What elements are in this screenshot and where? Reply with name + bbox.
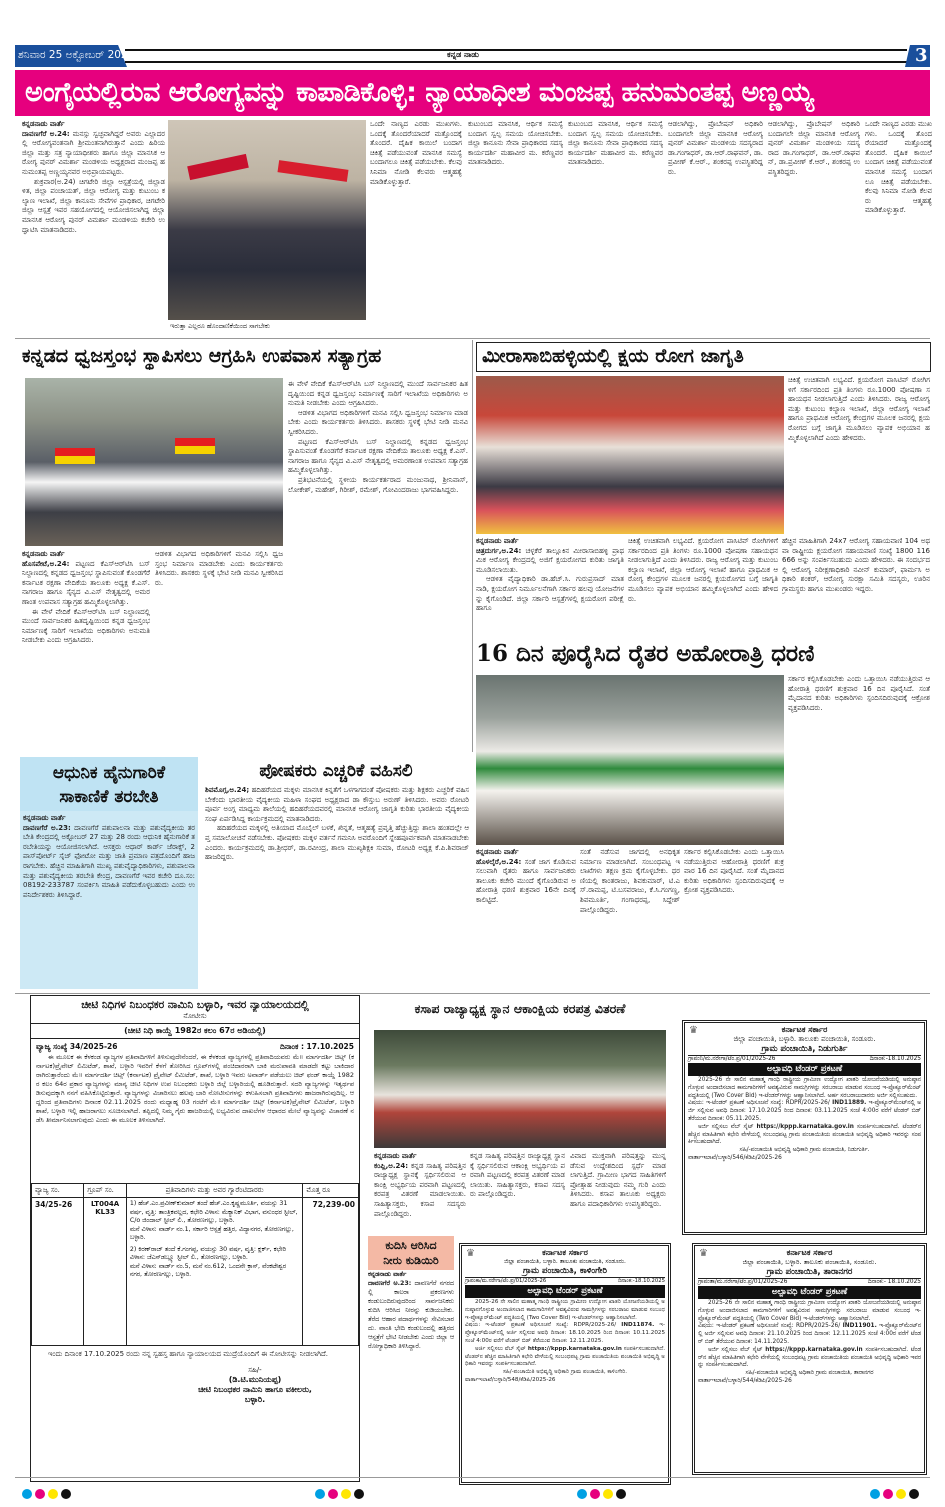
registration-dot [590,1489,600,1499]
flag-body-2: ಈ ವೇಳೆ ವೇದಿಕೆ ಕೆಎಸ್ಆರ್‌ಟಿಸಿ ಬಸ್ ನಿಲ್ದಾಣದಲ್ಲಿ ಮುಂದೆ ಸಾರ್ವಜನಿಕರ ಹಿತದೃಷ್ಟಿಯಿಂದ ಕನ್ನಡ ಧ್ವಜಸ್ತಂಭ ನಿರ್ಮಾಣಕ್ಕೆ ಸಾರಿಗೆ ಇಲಾಖೆಯ ಅಧಿಕಾರಿಗಳು ಅನುಮತಿ ನೀಡಬೇಕು ಎಂದು ಆಗ್ರಹಿಸಿದರು. [22,607,150,645]
court-case: 34/25-26 [32,1198,84,1346]
tender-govt: ಕರ್ನಾಟಕ ಸರ್ಕಾರ [786,1248,833,1257]
lead-photo-caption: ಇರುತ್ತಾ ಎಲ್ಲರೂ ಹೊಂದಾಣಿಕೆಯಿಂದ ಸಾಗಬೇಕು [170,322,270,330]
court-th: ವ್ಯಾಜ್ಯ ಸಂ. [32,1184,84,1198]
water-headline-2: ನೀರು ಕುಡಿಯಿರಿ [383,1254,439,1267]
court-subtitle: ನೋಟೀಸು [183,1012,207,1020]
karnataka-emblem-icon: ♛ [699,1248,708,1259]
court-title: ಚೀಟಿ ನಿಧಿಗಳ ನಿಬಂಧಕರ ನಾಮಿನಿ ಬಳ್ಳಾರಿ, ಇವರ ನ್ಯಾಯಾಲಯದಲ್ಲಿ [81,999,309,1011]
farmer-col-1 [476,848,576,998]
masthead [15,45,930,67]
flag-body-3b: ಆಡಳಿತ ವಿಭಾಗದ ಅಧಿಕಾರಿಗಳಿಗೆ ಮನವಿ ಸಲ್ಲಿಸಿ ಧ್ವಜಸ್ತಂಭ ನಿರ್ಮಾಣ ಮಾಡಬೇಕು ಎಂದು ಕಾರ್ಯಕರ್ತರು ತಿಳಿಸಿದರು. ಶಾಸಕರು ಸ್ಥಳಕ್ಕೆ ಭೇಟಿ ನೀಡಿ ಮನವಿ ಸ್ವೀಕರಿಸಿದರು. [288,408,468,436]
tb-body-2: ಆಡಳಿತ ವೈದ್ಯಾಧಿಕಾರಿ ಡಾ.ಹೆಚ್.ಸಿ. ಗುರುಪ್ರಸಾದ್ ಮಾತನಾಡಿ, ಕ್ಷಯರೋಗ ನಿರ್ಮೂಲನೆಗಾಗಿ ಸರ್ಕಾರ ಹಲವು ಯೋಜನೆಗಳನ್ನು ಕೈಗೊಂಡಿದೆ. ಜಿಲ್ಲಾ ಸರ್ಕಾರಿ ಆಸ್ಪತ್ರೆಗಳಲ್ಲಿ ಕ್ಷಯರೋಗ ಪರೀಕ್ಷೆ ಹಾಗೂ [476,575,624,613]
dairy-body: ದಾವಣಗೆರೆ ಪಶುಪಾಲನಾ ಮತ್ತು ಪಶುವೈದ್ಯಕೀಯ ತರಬೇತಿ ಕೇಂದ್ರದಲ್ಲಿ ಅಕ್ಟೋಬರ್ 27 ಮತ್ತು 28 ರಂದು ಆಧುನಿಕ ಹೈನುಗಾರಿಕೆ ತರಬೇತಿಯನ್ನು ಆಯೋಜಿಸಲಾಗಿದೆ. ಆಸಕ್ತರು ಆಧಾರ್ ಕಾರ್ಡ್ ಜೆರಾಕ್ಸ್, 2 ಪಾಸ್‌ಪೋರ್ಟ್ ಸೈಜ್ ಫೋಟೋ ಮತ್ತು ಜಾತಿ ಪ್ರಮಾಣ ಪತ್ರದೊಂದಿಗೆ ಹಾಜರಾಗಬೇಕು. ಹೆಚ್ಚಿನ ಮಾಹಿತಿಗಾಗಿ ಮುಖ್ಯ ಪಶುವೈದ್ಯಾಧಿಕಾರಿಗಳು, ಪಶುಪಾಲನಾ ಮತ್ತು ಪಶುವೈದ್ಯಕೀಯ ತರಬೇತಿ ಕೇಂದ್ರ, ದಾವಣಗೆರೆ ಇವರ ಕಚೇರಿ ದೂ.ಸಂ: 08192-233787 ಸಂಪರ್ಕಿಸಿ ಮಾಹಿತಿ ಪಡೆದುಕೊಳ್ಳಬಹುದು ಎಂದು ಉಪನಿರ್ದೇಶಕರು ತಿಳಿಸಿದ್ದಾರೆ. [23,823,195,899]
farmer-headline: 16 ದಿನ ಪೂರೈಸಿದ ರೈತರ ಅಹೋರಾತ್ರಿ ಧರಣಿ [476,640,815,667]
parents-body-2: ಹದಿಹರೆಯದ ಮಕ್ಕಳಲ್ಲಿ ಅತಿಯಾದ ಮೊಬೈಲ್ ಬಳಕೆ, ಖಿನ್ನತೆ, ಆತ್ಮಹತ್ಯೆ ಪ್ರವೃತ್ತಿ ಹೆಚ್ಚುತ್ತಿದ್ದು ಶಾಲಾ ಹಂತದಲ್ಲೇ ಆಪ್ತ ಸಮಾಲೋಚನೆ ನಡೆಸಬೇಕು. ಪೋಷಕರು ಮಕ್ಕಳ ವರ್ತನೆ ಗಮನಿಸಿ ಅವರೊಂದಿಗೆ ಸ್ನೇಹಪೂರ್ವಕವಾಗಿ ಮಾತನಾಡಬೇಕು ಎಂದರು. ಕಾರ್ಯಕ್ರಮದಲ್ಲಿ ಡಾ.ಶ್ರೀಧರ್, ಡಾ.ರವೀಂದ್ರ, ಶಾಲಾ ಮುಖ್ಯಶಿಕ್ಷಕಿ ಸುಮಾ, ರೋಟರಿ ಅಧ್ಯಕ್ಷ ಕೆ.ಪಿ.ಶಿವರಾಜ್ ಹಾಜರಿದ್ದರು. [205,824,469,862]
farmer-dateline: ಹೊಳಲ್ಕೆರೆ,ಅ.24: [476,857,522,866]
tender-subject: ವಿಷಯ: ಇ-ಟೆಂಡರ್ ಪ್ರಕಟಣೆ ಅಧಿಸೂಚನೆ ಸಂಖ್ಯೆ: RDPR/2025-26/ [465,1322,617,1329]
kasapa-dateline: ಕಂಪ್ಲಿ,ಅ.24: [374,1161,409,1170]
registration-dot [603,1489,613,1499]
flag-col-1 [22,550,150,750]
tender-dept: ಜಿಲ್ಲಾ ಪಂಚಾಯಿತಿ, ಬಳ್ಳಾರಿ. ತಾಲೂಕು ಪಂಚಾಯಿತಿ, ಸಂಡೂರು. [742,1258,877,1266]
tender-footer: ವಾರ್ತಾಇಲಾಖೆ/ಬಳ್ಳಾರಿ/546/ಕೆಡಿಪಿ/2025-26 [688,1154,782,1161]
tender-dept: ಜಿಲ್ಲಾ ಪಂಚಾಯಿತಿ, ಬಳ್ಳಾರಿ. ತಾಲೂಕು ಪಂಚಾಯಿತಿ, ಸಂಡೂರು. [733,1035,876,1043]
registration-dots-center-right [577,1484,629,1503]
flag-byline: ಕನ್ನಡನಾಡು ವಾರ್ತೆ [22,550,65,558]
court-designation: ಚೀಟಿ ನಿಬಂಧಕರ ನಾಮಿನಿ ಹಾಗೂ ವಕೀಲರು, [198,1385,312,1394]
tb-col-1 [476,537,624,619]
kasapa-body-1: ಕನ್ನಡ ಸಾಹಿತ್ಯ ಪರಿಷತ್ತಿನ ರಾಜ್ಯಾಧ್ಯಕ್ಷ ಸ್ಥಾನಕ್ಕೆ ಸ್ಪರ್ಧಿಸಲಿರುವ ಆಕಾಂಕ್ಷಿ ಅಭ್ಯರ್ಥಿಯ ಪರವಾಗಿ ಪಟ್ಟಣದಲ್ಲಿ ಕರಪತ್ರ ವಿತರಣೆ ಮಾಡಲಾಯಿತು. ಸಾಹಿತ್ಯಾಸಕ್ತರು, ಕಸಾಪ ಸದಸ್ಯರು ಪಾಲ್ಗೊಂಡಿದ್ದರು. [374,1161,466,1218]
tender-url-link[interactable]: https://kppp.karnataka.gov.in [756,1123,854,1130]
tender-footer: ವಾರ್ತಾಇಲಾಖೆ/ಬಳ್ಳಾರಿ/544/ಕೆಡಿಪಿ/2025-26 [698,1377,792,1384]
dairy-text [20,811,198,989]
court-th: ಪ್ರತಿವಾದಿಗಳು ಮತ್ತು ಅವರ ಗ್ಯಾರೆಂಟಿದಾರರು [126,1184,303,1198]
tender-body [465,1298,665,1468]
court-case-no: ವ್ಯಾಜ್ಯ ಸಂಖ್ಯೆ 34/2025-26 [36,1042,118,1051]
tb-col-3: ಹೆಚ್ಚಿನ ಮಾಹಿತಿಗಾಗಿ 24x7 ಆರೋಗ್ಯ ಸಹಾಯವಾಣಿ 104 ಅಥವಾ ರಾಷ್ಟ್ರೀಯ ಕ್ಷಯರೋಗ ಸಹಾಯವಾಣಿ ಸಂಖ್ಯೆ 1800 116 666 ಅನ್ನು ಸಂಪರ್ಕಿಸಬಹುದು ಎಂದು ಹೇಳಿದರು. ಈ ಸಂದರ್ಭದಲ್ಲಿ ಆರೋಗ್ಯ ನಿರೀಕ್ಷಣಾಧಿಕಾರಿ ನವೀನ್ ಕುಮಾರ್, ಫಾರ್ಮಸಿ ಅಧಿಕಾರಿ ಶಂಕರ್, ಆರೋಗ್ಯ ಸುರಕ್ಷಾ ಸಮಿತಿ ಸದಸ್ಯರು, ಊರಿನ ಗ್ರಾಮಸ್ಥರು ಹಾಗೂ ಮುಖಂಡರು ಇದ್ದರು. [782,537,930,593]
lead-col-6: ಆಡಲಾಗಿದ್ದು, ಪ್ರೊಬೇಷನ್ ಅಧಿಕಾರಿ ಬಂದಾಗಲೇ ಜಿಲ್ಲಾ ಮಾನಸಿಕ ಆರೋಗ್ಯ ಪುನರ್ ವಿಮರ್ಶಾ ಮಂಡಳಿಯ ಸದಸ್ಯರಾದ ಡಾ.ಗಂಗಾಧರ್, ಡಾ.ಆರ್.ರಾಘವನ್, ಡಾ.ಪ್ರವೀಣ್ ಕೆ.ಆರ್., ಶಂಕರಪ್ಪ ಉಪಸ್ಥಿತರಿದ್ದರು. [768,120,860,176]
water-box [368,1236,454,1488]
tender-ref: ಗ್ರಾಪಂನಿ/ಮ.ನರೇಗಾ/ಟೆಂ.ಪ್ರ/01/2025-26 [688,1056,776,1062]
tb-body-3-top: ಚಿಕಿತ್ಸೆ ಉಚಿತವಾಗಿ ಲಭ್ಯವಿದೆ. ಕ್ಷಯರೋಗ ಪಾಸಿಟಿವ್ ರೋಗಿಗಳಿಗೆ ಸರ್ಕಾರದಿಂದ ಪ್ರತಿ ತಿಂಗಳು ರೂ.1000 ಪೋಷಣಾ ಸಹಾಯಧನ ನೀಡಲಾಗುತ್ತಿದೆ ಎಂದು ತಿಳಿಸಿದರು. ರಾಜ್ಯ ಆರೋಗ್ಯ ಮತ್ತು ಕುಟುಂಬ ಕಲ್ಯಾಣ ಇಲಾಖೆ, ಜಿಲ್ಲಾ ಆರೋಗ್ಯ ಇಲಾಖೆ ಹಾಗೂ ಪ್ರಾಥಮಿಕ ಆರೋಗ್ಯ ಕೇಂದ್ರಗಳ ಮೂಲಕ ಜನರಲ್ಲಿ ಕ್ಷಯರೋಗದ ಬಗ್ಗೆ ಜಾಗೃತಿ ಮೂಡಿಸಲು ವ್ಯಾಪಕ ಅಭಿಯಾನ ಹಮ್ಮಿಕೊಳ್ಳಲಾಗಿದೆ ಎಂದು ಹೇಳಿದರು. [788,376,930,442]
tb-photo-awareness [476,376,784,534]
lead-byline: ಕನ್ನಡನಾಡು ವಾರ್ತೆ [22,120,65,128]
lead-body-2: ಶುಕ್ರವಾರ(ಅ.24) ಚಿಗಟೇರಿ ಜಿಲ್ಲಾ ಆಸ್ಪತ್ರೆಯಲ್ಲಿ ಜಿಲ್ಲಾಡಳಿತ, ಜಿಲ್ಲಾ ಪಂಚಾಯತ್, ಜಿಲ್ಲಾ ಆರೋಗ್ಯ ಮತ್ತು ಕುಟುಂಬ ಕಲ್ಯಾಣ ಇಲಾಖೆ, ಜಿಲ್ಲಾ ಕಾನೂನು ಸೇವೆಗಳ ಪ್ರಾಧಿಕಾರ, ಚಿಗಟೇರಿ ಜಿಲ್ಲಾ ಆಸ್ಪತ್ರೆ ಇವರ ಸಹಯೋಗದಲ್ಲಿ ಆಯೋಜಿಸಲಾಗಿದ್ದ ಜಿಲ್ಲಾ ಮಾನಸಿಕ ಆರೋಗ್ಯ ಪುನರ್ ವಿಮರ್ಶಾ ಮಂಡಳಿಯ ಕಚೇರಿ ಉದ್ಘಾಟಿಸಿ ಮಾತನಾಡಿದರು. [22,177,165,234]
masthead-paper-name: ಕನ್ನಡ ನಾಡು [447,50,479,59]
registration-dot [341,1489,351,1499]
tender-nidugurthi [682,1020,927,1235]
tender-subject: ವಿಷಯ: ಇ-ಟೆಂಡರ್ ಪ್ರಕಟಣೆ ಅಧಿಸೂಚನೆ ಸಂಖ್ಯೆ: RDPR/2025-26/ [688,1100,830,1107]
flag-col-3 [288,380,468,750]
lead-col-1 [22,120,165,335]
court-date: ದಿನಾಂಕ : 17.10.2025 [279,1042,354,1051]
tb-headline: ಮೀರಾಸಾಬಿಹಳ್ಳಿಯಲ್ಲಿ ಕ್ಷಯ ರೋಗ ಜಾಗೃತಿ [482,345,744,367]
water-dateline: ದಾವಣಗೆರೆ ಅ.23: [368,1280,412,1287]
tender-ref: ಗ್ರಾಪಂಕಾ/ಮ.ನರೇಗಾ/ಟೆಂ.ಪ್ರ/01/2025-26 [465,1278,547,1284]
water-headline-1: ಕುದಿಸಿ ಆರಿಸಿದ [385,1239,437,1252]
flag-body-1: ಪಟ್ಟಣದ ಕೆಎಸ್ಆರ್‌ಟಿಸಿ ಬಸ್ ನಿಲ್ದಾಣದಲ್ಲಿ ಕನ್ನಡದ ಧ್ವಜಸ್ತಂಭ ಸ್ಥಾಪಿಸುವಂತೆ ಕೊಂಡಗೆರೆ ಕರ್ನಾಟಕ ರಕ್ಷಣಾ ವೇದಿಕೆಯ ತಾಲೂಕು ಅಧ್ಯಕ್ಷ ಕೆ.ಎಸ್.ನಾಗರಾಜ ಹಾಗೂ ಸೈನ್ಯದ ವಿ.ಎಸ್ ನೇತೃತ್ವದಲ್ಲಿ ಅಮರಣಾಂತ ಉಪವಾಸ ಸತ್ಯಾಗ್ರಹ ಹಮ್ಮಿಕೊಳ್ಳಲಾಗಿತ್ತು. [22,559,150,606]
parents-headline: ಪೋಷಕರು ಎಚ್ಚರಿಕೆ ವಹಿಸಲಿ [259,761,413,781]
tender-banner: ಅಲ್ಪಾವಧಿ ಟೆಂಡರ್ ಪ್ರಕಟಣೆ [688,1063,921,1076]
court-notice [30,995,360,1482]
tender-govt: ಕರ್ನಾಟಕ ಸರ್ಕಾರ [542,1248,588,1257]
kasapa-photo [374,1030,666,1148]
tender-gp: ಗ್ರಾಮ ಪಂಚಾಯಿತಿ, ತಾರಾನಗರ [766,1267,853,1277]
registration-dot [48,1489,58,1499]
water-body-text: ದಾವಣಗೆರೆ ನಗರದಲ್ಲಿ ಕಾಲರಾ ಪ್ರಕರಣಗಳು ಕಂಡುಬಂದಿರುವುದರಿಂದ ಸಾರ್ವಜನಿಕರು ಕುದಿಸಿ ಆರಿಸಿದ ನೀರನ್ನು ಕುಡಿಯಬೇಕು. ತೆರೆದ ಆಹಾರ ಪದಾರ್ಥಗಳನ್ನು ಸೇವಿಸಬಾರದು. ವಾಂತಿ ಭೇದಿ ಕಂಡುಬಂದಲ್ಲಿ ಹತ್ತಿರದ ಆಸ್ಪತ್ರೆಗೆ ಭೇಟಿ ನೀಡಬೇಕು ಎಂದು ಜಿಲ್ಲಾ ಆರೋಗ್ಯಾಧಿಕಾರಿ ತಿಳಿಸಿದ್ದಾರೆ. [368,1280,454,1350]
farmer-col-2: ಸಂತೆ ನಡೆಸುವ ಜಾಗದಲ್ಲಿ ಅನಧಿಕೃತ ನಿರ್ಮಾಣ ಮಾಡಲಾಗಿದೆ. ಸಂಬಂಧಪಟ್ಟ ಇಲಾಖೆಗಳು ತಕ್ಷಣ ಕ್ರಮ ಕೈಗೊಳ್ಳಬೇಕು. ಧರಣಿಯಲ್ಲಿ ಕಾಂತರಾಜು, ಶಿವಕುಮಾರ್, ಟಿ.ಎಸ್.ರಾಮಪ್ಪ, ಟಿ.ಬಸವರಾಜು, ಕೆ.ಸಿ.ಗಂಗಣ್ಣ, ಶಿವಮೂರ್ತಿ, ಗಂಗಾಧರಪ್ಪ, ಸಿದ್ದೇಶ್ ಪಾಲ್ಗೊಂಡಿದ್ದರು. [580,848,680,914]
registration-dot [315,1489,325,1499]
kasapa-col-2: ಕನ್ನಡ ಸಾಹಿತ್ಯ ಪರಿಷತ್ತಿನ ರಾಜ್ಯಾಧ್ಯಕ್ಷ ಸ್ಥಾನಕ್ಕೆ ಸ್ಪರ್ಧಿಸಲಿರುವ ಆಕಾಂಕ್ಷಿ ಅಭ್ಯರ್ಥಿಯ ಪರವಾಗಿ ಪಟ್ಟಣದಲ್ಲಿ ಕರಪತ್ರ ವಿತರಣೆ ಮಾಡಲಾಯಿತು. ಸಾಹಿತ್ಯಾಸಕ್ತರು, ಕಸಾಪ ಸದಸ್ಯರು ಪಾಲ್ಗೊಂಡಿದ್ದರು. [470,1152,565,1199]
registration-dot [896,1489,906,1499]
tender-url-post: ಸಂಪರ್ಕಿಸಬಹುದಾಗಿದೆ. ಟೆಂಡರ್‌ನ ಹೆಚ್ಚಿನ ಮಾಹಿತಿಗಾಗಿ ಕಛೇರಿ ವೇಳೆಯಲ್ಲಿ ಸಂಬಂಧಪಟ್ಟ ಗ್ರಾಮ ಪಂಚಾಯಿತಿಯ ಪಂಚಾಯಿತಿ ಅಭಿವೃದ್ಧಿ ಅಧಿಕಾರಿ ಇವರನ್ನು ಸಂಪರ್ಕಿಸಬಹುದಾಗಿದೆ. [465,1345,665,1368]
lead-headline-bar [15,70,930,116]
court-table-row [32,1198,359,1346]
registration-dots-center-left [315,1484,367,1503]
flag-headline: ಕನ್ನಡದ ಧ್ವಜಸ್ತಂಭ ಸ್ಥಾಪಿಸಲು ಆಗ್ರಹಿಸಿ ಉಪವಾಸ ಸತ್ಯಾಗ್ರಹ [22,345,382,367]
tender-url-post: ಸಂಪರ್ಕಿಸಬಹುದಾಗಿದೆ. ಟೆಂಡರ್‌ನ ಹೆಚ್ಚಿನ ಮಾಹಿತಿಗಾಗಿ ಕಛೇರಿ ವೇಳೆಯಲ್ಲಿ ಸಂಬಂಧಪಟ್ಟ ಗ್ರಾಮ ಪಂಚಾಯಿತಿಯ ಪಂಚಾಯಿತಿ ಅಭಿವೃದ್ಧಿ ಅಧಿಕಾರಿ ಇವರನ್ನು ಸಂಪರ್ಕಿಸಬಹುದಾಗಿದೆ. [688,1123,921,1146]
registration-dot [22,1489,32,1499]
tb-byline: ಕನ್ನಡನಾಡು ವಾರ್ತೆ [476,537,519,545]
lead-col-2: ಒಂದೇ ನಾಣ್ಯದ ಎರಡು ಮುಖಗಳು. ಒಂದಕ್ಕೆ ತೊಂದರೆಯಾದರೆ ಮತ್ತೊಂದಕ್ಕೆ ತೊಂದರೆ. ದೈಹಿಕ ಕಾಯಿಲೆ ಬಂದಾಗ ಚಿಕಿತ್ಸೆ ಪಡೆಯುವಂತೆ ಮಾನಸಿಕ ಸಮಸ್ಯೆ ಬಂದಾಗಲೂ ಚಿಕಿತ್ಸೆ ಪಡೆಯಬೇಕು. ಕೆಲವು ಸಿನಿಮಾ ನೋಡಿ ಕೆಲವರು ಆತ್ಮಹತ್ಯೆ ಮಾಡಿಕೊಳ್ಳುತ್ತಾರೆ. [370,120,462,186]
party-2-home: ಮನೆ ವಿಳಾಸ: ವಾರ್ಡ್ ನಂ.5, ಮನೆ ನಂ.612, ಒಂದನೇ ಕ್ರಾಸ್, ವೆಂಕಟೇಶ್ವರ ನಗರ, ತೋರಣಗಲ್ಲು, ಬಳ್ಳಾರಿ. [129,1262,287,1278]
party-2: 2) ಕಿರಣ್‌ರಾಜ್ ತಂದೆ ಕೆ.ಗಂಗಪ್ಪ, ವಯಸ್ಸು 30 ವರ್ಷ, ವೃತ್ತಿ: ಕ್ಲರ್ಕ್, ಕಛೇರಿ ವಿಳಾಸ: ಜೆಎಸ್‌ಡಬ್ಲ್ಯೂ ಸ್ಟೀಲ್ ಲಿ., ತೋರಣಗಲ್ಲು, ಬಳ್ಳಾರಿ. [129,1245,286,1261]
tender-dept: ಜಿಲ್ಲಾ ಪಂಚಾಯಿತಿ, ಬಳ್ಳಾರಿ. ತಾಲೂಕು ಪಂಚಾಯಿತಿ, ಸಂಡೂರು. [504,1258,626,1265]
registration-dot [328,1489,338,1499]
flag-body-4: ಪ್ರತಿಭಟನೆಯಲ್ಲಿ ಸ್ಥಳೀಯ ಕಾರ್ಯಕರ್ತರಾದ ಮಂಜುನಾಥ, ಶ್ರೀನಿವಾಸ್, ಲೋಕೇಶ್, ಮಹೇಶ್, ಗಿರೀಶ್, ರಮೇಶ್, ಗೋವಿಂದರಾಜು ಭಾಗವಹಿಸಿದ್ದರು. [288,475,468,494]
dairy-headline-1: ಆಧುನಿಕ ಹೈನುಗಾರಿಕೆ [52,763,166,783]
divider [15,993,930,994]
court-group: LT004A KL33 [84,1198,127,1346]
court-table [31,1183,359,1346]
flag-col-2: ಆಡಳಿತ ವಿಭಾಗದ ಅಧಿಕಾರಿಗಳಿಗೆ ಮನವಿ ಸಲ್ಲಿಸಿ ಧ್ವಜಸ್ತಂಭ ನಿರ್ಮಾಣ ಮಾಡಬೇಕು ಎಂದು ಕಾರ್ಯಕರ್ತರು ತಿಳಿಸಿದರು. ಶಾಸಕರು ಸ್ಥಳಕ್ಕೆ ಭೇಟಿ ನೀಡಿ ಮನವಿ ಸ್ವೀಕರಿಸಿದರು. [155,550,283,587]
dairy-box [20,757,198,989]
farmer-col-right: ಸರ್ಕಾರ ಕಲ್ಪಿಸಿಕೊಡಬೇಕು ಎಂದು ಒತ್ತಾಯಿಸಿ ನಡೆಯುತ್ತಿರುವ ಆಹೋರಾತ್ರಿ ಧರಣಿಗೆ ಶುಕ್ರವಾರ 16 ದಿನ ಪೂರೈಸಿದೆ. ಸಂತೆ ಮೈದಾನದ ಕುರಿತು ಅಧಿಕಾರಿಗಳು ಸ್ಪಂದಿಸದಿರುವುದಕ್ಕೆ ಆಕ್ರೋಶ ವ್ಯಕ್ತಪಡಿಸಿದರು. [788,675,930,712]
tender-url-pre: ಅರ್ಜಿ ಸಲ್ಲಿಸಲು ವೆಬ್ ಸೈಟ್ [475,1345,526,1352]
tender-dates: ಇ-ಪ್ರೊಕ್ಯೂರ್‌ಮೆಂಟ್‌ನಲ್ಲಿ ಅರ್ಜಿ ಸಲ್ಲಿಸುವ ಅವಧಿ ದಿನಾಂಕ: 17.10.2025 ರಿಂದ ದಿನಾಂಕ: 03.11.2025 ಸಂಜೆ 4:00ರ ವರೆಗೆ ಟೆಂಡರ್ ಬಿಡ್ ತೆರೆಯುವ ದಿನಾಂಕ: 05.11.2025. [688,1100,921,1122]
registration-dot [354,1489,364,1499]
court-amount: 72,239-00 [303,1198,359,1346]
party-1-home: ಮನೆ ವಿಳಾಸ: ವಾರ್ಡ್ ನಂ.1, ಸರ್ಕಾರಿ ಆಸ್ಪತ್ರೆ ಹತ್ತಿರ, ವಿದ್ಯಾನಗರ, ತೋರಣಗಲ್ಲು, ಬಳ್ಳಾರಿ. [129,1225,294,1241]
karnataka-emblem-icon: ♛ [689,1025,698,1036]
kasapa-col-1 [374,1152,466,1232]
flag-body-2b: ಈ ವೇಳೆ ವೇದಿಕೆ ಕೆಎಸ್ಆರ್‌ಟಿಸಿ ಬಸ್ ನಿಲ್ದಾಣದಲ್ಲಿ ಮುಂದೆ ಸಾರ್ವಜನಿಕರ ಹಿತದೃಷ್ಟಿಯಿಂದ ಕನ್ನಡ ಧ್ವಜಸ್ತಂಭ ನಿರ್ಮಾಣಕ್ಕೆ ಸಾರಿಗೆ ಇಲಾಖೆಯ ಅಧಿಕಾರಿಗಳು ಅನುಮತಿ ನೀಡಬೇಕು ಎಂದು ಆಗ್ರಹಿಸಿದರು. [288,380,468,408]
tender-body-text: 2025-26 ನೇ ಸಾಲಿನ ಮಹಾತ್ಮ ಗಾಂಧಿ ರಾಷ್ಟ್ರೀಯ ಗ್ರಾಮೀಣ ಉದ್ಯೋಗ ಖಾತರಿ ಯೋಜನೆಯಡಿಯಲ್ಲಿ ಅನುಷ್ಠಾನಗೊಳ್ಳುವ ಅಂದಾಜಿಸಲಾದ ಕಾಮಗಾರಿಗಳಿಗೆ ಅವಶ್ಯವಿರುವ ಸಾಮಗ್ರಿಗಳನ್ನು ಸರಬರಾಜು ಮಾಡುವ ಸಂಬಂಧ ಇ-ಪ್ರೊಕ್ಯೂರ್‌ಮೆಂಟ್ ಪದ್ಧತಿಯಲ್ಲಿ (Two Cover Bid) ಇ-ಟೆಂಡರ್‌ಗಳನ್ನು ಆಹ್ವಾನಿಸಲಾಗಿದೆ. [698,1300,921,1322]
flag-photo-protest [25,378,283,546]
tender-url-link[interactable]: https://kppp.karnataka.gov.in [765,1346,863,1353]
divider [15,338,930,339]
court-act: (ಚೀಟಿ ನಿಧಿ ಕಾಯ್ದೆ 1982ರ ಕಲಂ 67ರ ಅಡಿಯಲ್ಲಿ) [31,1023,359,1039]
tender-sign: ಸಹಿ/-ಪಂಚಾಯಿತಿ ಅಭಿವೃದ್ಧಿ ಅಧಿಕಾರಿ ಗ್ರಾಮ ಪಂಚಾಯಿತಿ, ತಾರಾನಗರ [745,1370,874,1377]
lead-photo-ribbon-cutting [168,120,366,320]
lead-col-7: ಒಂದೇ ನಾಣ್ಯದ ಎರಡು ಮುಖಗಳು. ಒಂದಕ್ಕೆ ತೊಂದರೆಯಾದರೆ ಮತ್ತೊಂದಕ್ಕೆ ತೊಂದರೆ. ದೈಹಿಕ ಕಾಯಿಲೆ ಬಂದಾಗ ಚಿಕಿತ್ಸೆ ಪಡೆಯುವಂತೆ ಮಾನಸಿಕ ಸಮಸ್ಯೆ ಬಂದಾಗಲೂ ಚಿಕಿತ್ಸೆ ಪಡೆಯಬೇಕು. ಕೆಲವು ಸಿನಿಮಾ ನೋಡಿ ಕೆಲವರು ಆತ್ಮಹತ್ಯೆ ಮಾಡಿಕೊಳ್ಳುತ್ತಾರೆ. [865,120,932,215]
tb-col-right-top [788,376,930,534]
tender-body-text: 2025-26 ನೇ ಸಾಲಿನ ಮಹಾತ್ಮ ಗಾಂಧಿ ರಾಷ್ಟ್ರೀಯ ಗ್ರಾಮೀಣ ಉದ್ಯೋಗ ಖಾತರಿ ಯೋಜನೆಯಡಿಯಲ್ಲಿ ಅನುಷ್ಠಾನಗೊಳ್ಳುವ ಅಂದಾಜಿಸಲಾದ ಕಾಮಗಾರಿಗಳಿಗೆ ಅವಶ್ಯವಿರುವ ಸಾಮಗ್ರಿಗಳನ್ನು ಸರಬರಾಜು ಮಾಡುವ ಸಂಬಂಧ ಇ-ಪ್ರೊಕ್ಯೂರ್‌ಮೆಂಟ್ ಪದ್ಧತಿಯಲ್ಲಿ (Two Cover Bid) ಇ-ಟೆಂಡರ್‌ಗಳನ್ನು ಆಹ್ವಾನಿಸಲಾಗಿದೆ. ಅರ್ಹ ಸರಬರಾಜುದಾರರು ಅರ್ಜಿ ಸಲ್ಲಿಸಬಹುದು. [688,1077,921,1099]
tender-dates: ಇ-ಪ್ರೊಕ್ಯೂರ್‌ಮೆಂಟ್‌ನಲ್ಲಿ ಅರ್ಜಿ ಸಲ್ಲಿಸುವ ಅವಧಿ ದಿನಾಂಕ: 18.10.2025 ರಿಂದ ದಿನಾಂಕ: 10.11.2025 ಸಂಜೆ 4:00ರ ವರೆಗೆ ಟೆಂಡರ್ ಬಿಡ್ ತೆರೆಯುವ ದಿನಾಂಕ: 12.11.2025. [465,1322,665,1344]
tender-sign: ಸಹಿ/-ಪಂಚಾಯಿತಿ ಅಭಿವೃದ್ಧಿ ಅಧಿಕಾರಿ ಗ್ರಾಮ ಪಂಚಾಯಿತಿ, ನಿಡುಗುರ್ತಿ. [739,1147,870,1154]
registration-dot [883,1489,893,1499]
dairy-dateline: ದಾವಣಗೆರೆ ಅ.23: [23,823,71,832]
kasapa-headline: ಕಸಾಪ ರಾಜ್ಯಾಧ್ಯಕ್ಷ ಸ್ಥಾನ ಆಕಾಂಕ್ಷಿಯ ಕರಪತ್ರ ವಿತರಣೆ [414,1001,626,1016]
page-number: 3 [915,45,928,66]
water-headline-bg [368,1236,454,1270]
registration-dot [577,1489,587,1499]
court-th: ಗ್ರೂಪ್ ಸಂ. [84,1184,127,1198]
masthead-date: ಶನಿವಾರ 25 ಅಕ್ಟೋಬರ್ 2025 [18,49,135,61]
parents-body [205,786,469,991]
farmer-photo-protest [476,675,784,845]
dairy-byline: ಕನ್ನಡನಾಡು ವಾರ್ತೆ [23,814,66,822]
tender-subject: ವಿಷಯ: ಇ-ಟೆಂಡರ್ ಪ್ರಕಟಣೆ ಅಧಿಸೂಚನೆ ಸಂಖ್ಯೆ: RDPR/2025-26/ [698,1323,841,1330]
kasapa-col-3: ವಿವಾದ ಮುಕ್ತವಾಗಿ ಪರಿಷತ್ತನ್ನು ಮುನ್ನಡೆಸುವ ಉದ್ದೇಶದಿಂದ ಸ್ಪರ್ಧೆ ಮಾಡಲಾಗುತ್ತಿದೆ. ಗ್ರಾಮೀಣ ಭಾಗದ ಸಾಹಿತಿಗಳಿಗೆ ಪ್ರೋತ್ಸಾಹ ನೀಡುವುದು ನಮ್ಮ ಗುರಿ ಎಂದು ತಿಳಿಸಿದರು. ಕಸಾಪ ತಾಲೂಕು ಅಧ್ಯಕ್ಷರು ಹಾಗೂ ಪದಾಧಿಕಾರಿಗಳು ಉಪಸ್ಥಿತರಿದ್ದರು. [570,1152,666,1208]
divider-vertical [472,340,473,752]
tender-govt: ಕರ್ನಾಟಕ ಸರ್ಕಾರ [781,1025,828,1034]
tender-ind: IND11889. [832,1100,867,1107]
tb-headline-box [476,342,931,372]
court-sign: ಸಹಿ/- [248,1366,262,1374]
tb-dateline: ಚಿತ್ರದುರ್ಗ,ಅ.24: [476,546,522,555]
tender-ind: IND11901. [842,1323,877,1330]
water-body [368,1270,454,1485]
court-parties [126,1198,303,1346]
masthead-rule [125,49,907,63]
dairy-headline-2: ಸಾಕಾಣಿಕೆ ತರಬೇತಿ [59,787,159,807]
court-place: ಬಳ್ಳಾರಿ. [244,1395,266,1404]
farmer-body-1: ಸಂತೆ ಜಾಗ ಕೊಡಿಸುವ ಸಲುವಾಗಿ ರೈತರು ಹಾಗೂ ಸಾರ್ವಜನಿಕರು ತಾಲೂಕು ಕಚೇರಿ ಮುಂದೆ ಕೈಗೊಂಡಿರುವ ಅಹೋರಾತ್ರಿ ಧರಣಿ ಶುಕ್ರವಾರ 16ನೇ ದಿನಕ್ಕೆ ಕಾಲಿಟ್ಟಿದೆ. [476,857,576,904]
tender-date: ದಿನಾಂಕ:- 18.10.2025 [867,1279,921,1285]
tb-body-1: ಚಳ್ಳಕೆರೆ ತಾಲ್ಲೂಕಿನ ಮೀರಾಸಾಬಿಹಳ್ಳಿ ಪ್ರಾಥಮಿಕ ಆರೋಗ್ಯ ಕೇಂದ್ರದಲ್ಲಿ ಅಜಿಗೆ ಕ್ಷಯರೋಗದ ಕುರಿತು ಜಾಗೃತಿ ಮೂಡಿಸಲಾಯಿತು. [476,546,624,574]
parents-body-1: ಹದಿಹರೆಯದ ಮಕ್ಕಳು ಮಾನಸಿಕ ಕಿನ್ನತೆಗೆ ಒಳಗಾಗದಂತೆ ಪೋಷಕರು ಮತ್ತು ಶಿಕ್ಷಕರು ಎಚ್ಚರಿಕೆ ವಹಿಸಬೇಕೆಂದು ಭಾರತೀಯ ವೈದ್ಯಕೀಯ ಮಹಿಳಾ ಸಂಘದ ಅಧ್ಯಕ್ಷರಾದ ಡಾ ಕೌಸ್ತುಬ ಅರುಣ್ ತಿಳಿಸಿದರು. ಅವರು ರೋಟರಿ ಪೂರ್ವ ಅಂಗ್ಲ ಮಾಧ್ಯಮ ಶಾಲೆಯಲ್ಲಿ ಹದಿಹರೆಯದವರಲ್ಲಿ ಮಾನಸಿಕ ಆರೋಗ್ಯ ಜಾಗೃತಿ ಕುರಿತು ಭಾರತೀಯ ವೈದ್ಯಕೀಯ ಸಂಘ ಏರ್ಪಡಿಸಿದ್ದ ಕಾರ್ಯಕ್ರಮದಲ್ಲಿ ಮಾತನಾಡಿದರು. [205,786,469,823]
farmer-byline: ಕನ್ನಡನಾಡು ವಾರ್ತೆ [476,848,519,856]
water-byline: ಕನ್ನಡನಾಡು ವಾರ್ತೆ [368,1271,407,1278]
tender-url-post: ಸಂಪರ್ಕಿಸಬಹುದಾಗಿದೆ. ಟೆಂಡರ್‌ನ ಹೆಚ್ಚಿನ ಮಾಹಿತಿಗಾಗಿ ಕಛೇರಿ ವೇಳೆಯಲ್ಲಿ ಸಂಬಂಧಪಟ್ಟ ಗ್ರಾಮ ಪಂಚಾಯಿತಿಯ ಪಂಚಾಯಿತಿ ಅಭಿವೃದ್ಧಿ ಅಧಿಕಾರಿ ಇವರನ್ನು ಸಂಪರ್ಕಿಸಬಹುದಾಗಿದೆ. [698,1346,921,1369]
tender-body [698,1299,921,1459]
tender-date: ದಿನಾಂಕ:-18.10.2025 [869,1056,921,1062]
tender-dates: ಇ-ಪ್ರೊಕ್ಯೂರ್‌ಮೆಂಟ್‌ನಲ್ಲಿ ಅರ್ಜಿ ಸಲ್ಲಿಸುವ ಅವಧಿ ದಿನಾಂಕ: 21.10.2025 ರಿಂದ ದಿನಾಂಕ: 12.11.2025 ಸಂಜೆ 4:00ರ ವರೆಗೆ ಟೆಂಡರ್ ಬಿಡ್ ತೆರೆಯುವ ದಿನಾಂಕ: 14.11.2025. [698,1323,921,1345]
court-body: ಈ ಮೂಲಕ ಈ ಕೆಳಕಂಡ ವ್ಯಾಜ್ಯಗಳ ಪ್ರತಿವಾದಿಗಳಿಗೆ ತಿಳಿಸುವುದೇನೆಂದರೆ, ಈ ಕೆಳಕಂಡ ವ್ಯಾಜ್ಯಗಳಲ್ಲಿ ಪ್ರತಿವಾದಿಯವರು ಮೆ॥ ಮಾರ್ಗದರ್ಶಿ ಚಿಟ್ಸ್ (ಕರ್ನಾಟಕ)ಪ್ರೈವೇಟ್ ಲಿಮಿಟೆಡ್, ಶಾಖೆ, ಬಳ್ಳಾರಿ ಇವರಿಗೆ ಕೆಳಗೆ ತೋರಿಸಿದ ಗ್ರೂಪ್‌ಗಳಲ್ಲಿ ಪಂಚಿದಾರರಾಗಿ ಬಾಕಿ ಮರುಪಾವತಿ ಮಾಡದೇ ಕಟ್ಟು ಬಾಕಿದಾರರಾಗಿರುತ್ತಾರೆಂದು ಮೆ॥ ಮಾರ್ಗದರ್ಶಿ ಚಿಟ್ಸ್ (ಕರ್ನಾಟಕ) ಪ್ರೈವೇಟ್ ಲಿಮಿಟೆಡ್, ಶಾಖೆ, ಬಳ್ಳಾರಿ ಇವರು ಅವಾರ್ಡ್ ಪಡೆಯಲು ಚಿಟ್ ಫಂಡ್ ಕಾಯ್ದೆ 1982ರ ಕಲಂ 64ರ ಪ್ರಕಾರ ವ್ಯಾಜ್ಯಗಳನ್ನು ಮಾನ್ಯ ಚೀಟಿ ನಿಧಿಗಳ ಉಪ ನಿಬಂಧಕರು ಬಳ್ಳಾರಿ ಜಿಲ್ಲೆ ಬಳ್ಳಾರಿಯಲ್ಲಿ ಹೂಡಿರುತ್ತಾರೆ. ಸದರಿ ವ್ಯಾಜ್ಯಗಳನ್ನು ಇತ್ಯರ್ಥಪಡಿಸುವುದಕ್ಕಾಗಿ ನನಗೆ ವಹಿಸಿಕೊಟ್ಟಿರುತ್ತಾರೆ. ವ್ಯಾಜ್ಯಗಳನ್ನು ವಿಚಾರಿಸಲು ಹಲವು ಬಾರಿ ನೋಟೀಸುಗಳನ್ನು ಕಳುಹಿಸಲಾಗಿ ಪ್ರತಿವಾದಿಗಳು ಹಾಜರಾಗಿರುವುದಿಲ್ಲ. ಆದ್ದರಿಂದ ಪ್ರತಿವಾದಿಗಳು ದಿನಾಂಕ 02.11.2025 ರಂದು ಮಧ್ಯಾಹ್ನ 03 ಗಂಟೆಗೆ ಮೆ॥ ಮಾರ್ಗದರ್ಶಿ ಚಿಟ್ಸ್ (ಕರ್ನಾಟಕ)ಪ್ರೈವೇಟ್ ಲಿಮಿಟೆಡ್, ಬಳ್ಳಾರಿ ಶಾಖೆ, ಬಳ್ಳಾರಿ ಇಲ್ಲಿ ಹಾಜರಾಗಲು ಸೂಚಿಸಲಾಗಿದೆ. ತಪ್ಪಿದಲ್ಲಿ ನಿಮ್ಮ ಗೈರು ಹಾಜರಿಯಲ್ಲಿ ಲಭ್ಯವಿರುವ ದಾಖಲೆಗಳ ಆಧಾರದ ಮೇಲೆ ವ್ಯಾಜ್ಯವನ್ನು ವಿಚಾರಣೆ ನಡೆಸಿ ತೀರ್ಮಾನಿಸಲಾಗುವುದು ಎಂದು ಈ ಮೂಲಕ ತಿಳಿಸಲಾಗಿದೆ. [36,1053,354,1124]
tender-sign: ಸಹಿ/-ಪಂಚಾಯಿತಿ ಅಭಿವೃದ್ಧಿ ಅಧಿಕಾರಿ ಗ್ರಾಮ ಪಂಚಾಯಿತಿ, ಕಾಳಿಂಗೇರಿ. [502,1369,628,1376]
lead-col-3: ಕುಟುಂಬದ ಮಾನಸಿಕ, ಆರ್ಥಿಕ ಸಮಸ್ಯೆ ಬಂದಾಗ ಸ್ವಲ್ಪ ಸಮಯ ಯೋಚಿಸಬೇಕು. ಜಿಲ್ಲಾ ಕಾನೂನು ಸೇವಾ ಪ್ರಾಧಿಕಾರದ ಸದಸ್ಯ ಕಾರ್ಯದರ್ಶಿ ಮಹಾವೀರ ಮ. ಕರೆಣ್ಣವರ ಮಾತನಾಡಿದರು. [468,120,563,167]
registration-dot [61,1489,71,1499]
lead-body-1: ಮನಸ್ಸು ಸ್ವಚ್ಛವಾಗಿದ್ದರೆ ಅವರು ಎಲ್ಲಾದರಲ್ಲಿ ಆರೋಗ್ಯವಂತನಾಗಿ ಶ್ರೀಮಂತನಾಗಿರುತ್ತಾನೆ ಎಂದು ಹಿರಿಯ ಜಿಲ್ಲಾ ಮತ್ತು ಸತ್ರ ನ್ಯಾಯಾಧೀಶರು ಹಾಗೂ ಜಿಲ್ಲಾ ಮಾನಸಿಕ ಆರೋಗ್ಯ ಪುನರ್ ವಿಮರ್ಶಾ ಮಂಡಳಿಯ ಅಧ್ಯಕ್ಷರಾದ ಮಂಜಪ್ಪ ಹನುಮಂತಪ್ಪ ಅಣ್ಣಯ್ಯನವರ ಅಭಿಪ್ರಾಯಪಟ್ಟರು. [22,129,165,176]
tender-url-pre: ಅರ್ಜಿ ಸಲ್ಲಿಸಲು ವೆಬ್ ಸೈಟ್ [698,1123,754,1130]
karnataka-emblem-icon: ♛ [466,1248,475,1259]
registration-dot [870,1489,880,1499]
party-1: 1) ಹೆಚ್.ಎಂ.ಪ್ರವೀಣ್‌ಕುಮಾರ್ ತಂದೆ ಹೆಚ್.ಎಂ.ಕೃಷ್ಣಮೂರ್ತಿ, ವಯಸ್ಸು 31 ವರ್ಷ, ವೃತ್ತಿ: ತಾಂತ್ರಿಕವಲ್ಲದ, ಕಛೇರಿ ವಿಳಾಸ: ಮೆಕ್ಯಾನಿಕ್ ವಿಭಾಗ, ವಸುಂಧರ ಸ್ಟೀಲ್, C/o ಜಿಂದಾಲ್ ಸ್ಟೀಲ್ ಲಿ., ತೋರಣಗಲ್ಲು, ಬಳ್ಳಾರಿ. [129,1200,298,1224]
parents-dateline: ಶಿವಮೊಗ್ಗ,ಅ.24; [205,786,250,794]
registration-dot [616,1489,626,1499]
tender-date: ದಿನಾಂಕ:-18.10.2025 [618,1278,665,1284]
tender-gp: ಗ್ರಾಮ ಪಂಚಾಯಿತಿ, ಕಾಳಿಂಗೇರಿ [523,1266,607,1276]
tender-kalingeri [459,1243,671,1485]
tender-banner: ಅಲ್ಪಾವಧಿ ಟೆಂಡರ್ ಪ್ರಕಟಣೆ [698,1286,921,1299]
tb-col-2: ಚಿಕಿತ್ಸೆ ಉಚಿತವಾಗಿ ಲಭ್ಯವಿದೆ. ಕ್ಷಯರೋಗ ಪಾಸಿಟಿವ್ ರೋಗಿಗಳಿಗೆ ಸರ್ಕಾರದಿಂದ ಪ್ರತಿ ತಿಂಗಳು ರೂ.1000 ಪೋಷಣಾ ಸಹಾಯಧನ ನೀಡಲಾಗುತ್ತಿದೆ ಎಂದು ತಿಳಿಸಿದರು. ರಾಜ್ಯ ಆರೋಗ್ಯ ಮತ್ತು ಕುಟುಂಬ ಕಲ್ಯಾಣ ಇಲಾಖೆ, ಜಿಲ್ಲಾ ಆರೋಗ್ಯ ಇಲಾಖೆ ಹಾಗೂ ಪ್ರಾಥಮಿಕ ಆರೋಗ್ಯ ಕೇಂದ್ರಗಳ ಮೂಲಕ ಜನರಲ್ಲಿ ಕ್ಷಯರೋಗದ ಬಗ್ಗೆ ಜಾಗೃತಿ ಮೂಡಿಸಲು ವ್ಯಾಪಕ ಅಭಿಯಾನ ಹಮ್ಮಿಕೊಳ್ಳಲಾಗಿದೆ ಎಂದು ಹೇಳಿದರು. [628,537,778,603]
lead-col-5: ಆಡಲಾಗಿದ್ದು, ಪ್ರೊಬೇಷನ್ ಅಧಿಕಾರಿ ಬಂದಾಗಲೇ ಜಿಲ್ಲಾ ಮಾನಸಿಕ ಆರೋಗ್ಯ ಪುನರ್ ವಿಮರ್ಶಾ ಮಂಡಳಿಯ ಸದಸ್ಯರಾದ ಡಾ.ಗಂಗಾಧರ್, ಡಾ.ಆರ್.ರಾಘವನ್, ಡಾ.ಪ್ರವೀಣ್ ಕೆ.ಆರ್., ಶಂಕರಪ್ಪ ಉಪಸ್ಥಿತರಿದ್ದರು. [668,120,763,176]
registration-dot [35,1489,45,1499]
court-table-header [32,1184,359,1198]
lead-col-4: ಕುಟುಂಬದ ಮಾನಸಿಕ, ಆರ್ಥಿಕ ಸಮಸ್ಯೆ ಬಂದಾಗ ಸ್ವಲ್ಪ ಸಮಯ ಯೋಚಿಸಬೇಕು. ಜಿಲ್ಲಾ ಕಾನೂನು ಸೇವಾ ಪ್ರಾಧಿಕಾರದ ಸದಸ್ಯ ಕಾರ್ಯದರ್ಶಿ ಮಹಾವೀರ ಮ. ಕರೆಣ್ಣವರ ಮಾತನಾಡಿದರು. [568,120,663,167]
tender-taranagara [692,1243,927,1475]
lead-headline: ಅಂಗೈಯಲ್ಲಿರುವ ಆರೋಗ್ಯವನ್ನು ಕಾಪಾಡಿಕೊಳ್ಳಿ: ನ್ಯಾಯಾಧೀಶ ಮಂಜಪ್ಪ ಹನುಮಂತಪ್ಪ ಅಣ್ಣಯ್ಯ [25,77,814,108]
tender-body-text: 2025-26 ನೇ ಸಾಲಿನ ಮಹಾತ್ಮ ಗಾಂಧಿ ರಾಷ್ಟ್ರೀಯ ಗ್ರಾಮೀಣ ಉದ್ಯೋಗ ಖಾತರಿ ಯೋಜನೆಯಡಿಯಲ್ಲಿ ಅನುಷ್ಠಾನಗೊಳ್ಳುವ ಅಂದಾಜಿಸಲಾದ ಕಾಮಗಾರಿಗಳಿಗೆ ಅವಶ್ಯವಿರುವ ಸಾಮಗ್ರಿಗಳನ್ನು ಸರಬರಾಜು ಮಾಡುವ ಸಂಬಂಧ ಇ-ಪ್ರೊಕ್ಯೂರ್‌ಮೆಂಟ್ ಪದ್ಧತಿಯಲ್ಲಿ (Two Cover Bid) ಇ-ಟೆಂಡರ್‌ಗಳನ್ನು ಆಹ್ವಾನಿಸಲಾಗಿದೆ. [465,1299,665,1321]
tender-body [688,1076,921,1212]
farmer-col-3: ಸರ್ಕಾರ ಕಲ್ಪಿಸಿಕೊಡಬೇಕು ಎಂದು ಒತ್ತಾಯಿಸಿ ನಡೆಯುತ್ತಿರುವ ಆಹೋರಾತ್ರಿ ಧರಣಿಗೆ ಶುಕ್ರವಾರ 16 ದಿನ ಪೂರೈಸಿದೆ. ಸಂತೆ ಮೈದಾನದ ಕುರಿತು ಅಧಿಕಾರಿಗಳು ಸ್ಪಂದಿಸದಿರುವುದಕ್ಕೆ ಆಕ್ರೋಶ ವ್ಯಕ್ತಪಡಿಸಿದರು. [684,848,784,895]
bottom-rule [15,1477,930,1478]
registration-dots-right [870,1484,922,1503]
tender-gp: ಗ್ರಾಮ ಪಂಚಾಯಿತಿ, ನಿಡುಗುರ್ತಿ [761,1044,848,1054]
court-th: ಮೊತ್ತ ರೂ [303,1184,359,1198]
registration-dot [909,1489,919,1499]
registration-dots-left [22,1484,74,1503]
flag-body-1b: ಪಟ್ಟಣದ ಕೆಎಸ್ಆರ್‌ಟಿಸಿ ಬಸ್ ನಿಲ್ದಾಣದಲ್ಲಿ ಕನ್ನಡದ ಧ್ವಜಸ್ತಂಭ ಸ್ಥಾಪಿಸುವಂತೆ ಕೊಂಡಗೆರೆ ಕರ್ನಾಟಕ ರಕ್ಷಣಾ ವೇದಿಕೆಯ ತಾಲೂಕು ಅಧ್ಯಕ್ಷ ಕೆ.ಎಸ್.ನಾಗರಾಜ ಹಾಗೂ ಸೈನ್ಯದ ವಿ.ಎಸ್ ನೇತೃತ್ವದಲ್ಲಿ ಅಮರಣಾಂತ ಉಪವಾಸ ಸತ್ಯಾಗ್ರಹ ಹಮ್ಮಿಕೊಳ್ಳಲಾಗಿತ್ತು. [288,437,468,475]
flag-dateline: ಹೊಸಪೇಟೆ,ಅ.24: [22,559,70,568]
court-closing: ಇಂದು ದಿನಾಂಕ 17.10.2025 ರಂದು ನನ್ನ ಸ್ವಹಸ್ತ ಹಾಗೂ ನ್ಯಾಯಾಲಯದ ಮುದ್ರೆಯೊಂದಿಗೆ ಈ ನೋಟೀಸನ್ನು ನೀಡಲಾಗಿದೆ. [48,1350,329,1358]
tender-url-link[interactable]: https://kppp.karnataka.gov.in [527,1345,622,1352]
tender-ref: ಗ್ರಾಪಂತಾ/ಮ.ನರೇಗಾ/ಟೆಂ.ಪ್ರ/01/2025-26 [698,1279,788,1285]
tender-banner: ಅಲ್ಪಾವಧಿ ಟೆಂಡರ್ ಪ್ರಕಟಣೆ [465,1285,665,1298]
kasapa-byline: ಕನ್ನಡನಾಡು ವಾರ್ತೆ [374,1152,417,1160]
tender-footer: ವಾರ್ತಾಇಲಾಖೆ/ಬಳ್ಳಾರಿ/548/ಕೆಡಿಪಿ/2025-26 [465,1376,556,1383]
court-signatory: (ಡಿ.ಟಿ.ಮುನಿಯಪ್ಪ) [228,1375,282,1384]
lead-dateline: ದಾವಣಗೆರೆ ಅ.24: [22,129,70,138]
tender-ind: IND11874. [621,1322,655,1329]
tender-url-pre: ಅರ್ಜಿ ಸಲ್ಲಿಸಲು ವೆಬ್ ಸೈಟ್ [708,1346,763,1353]
